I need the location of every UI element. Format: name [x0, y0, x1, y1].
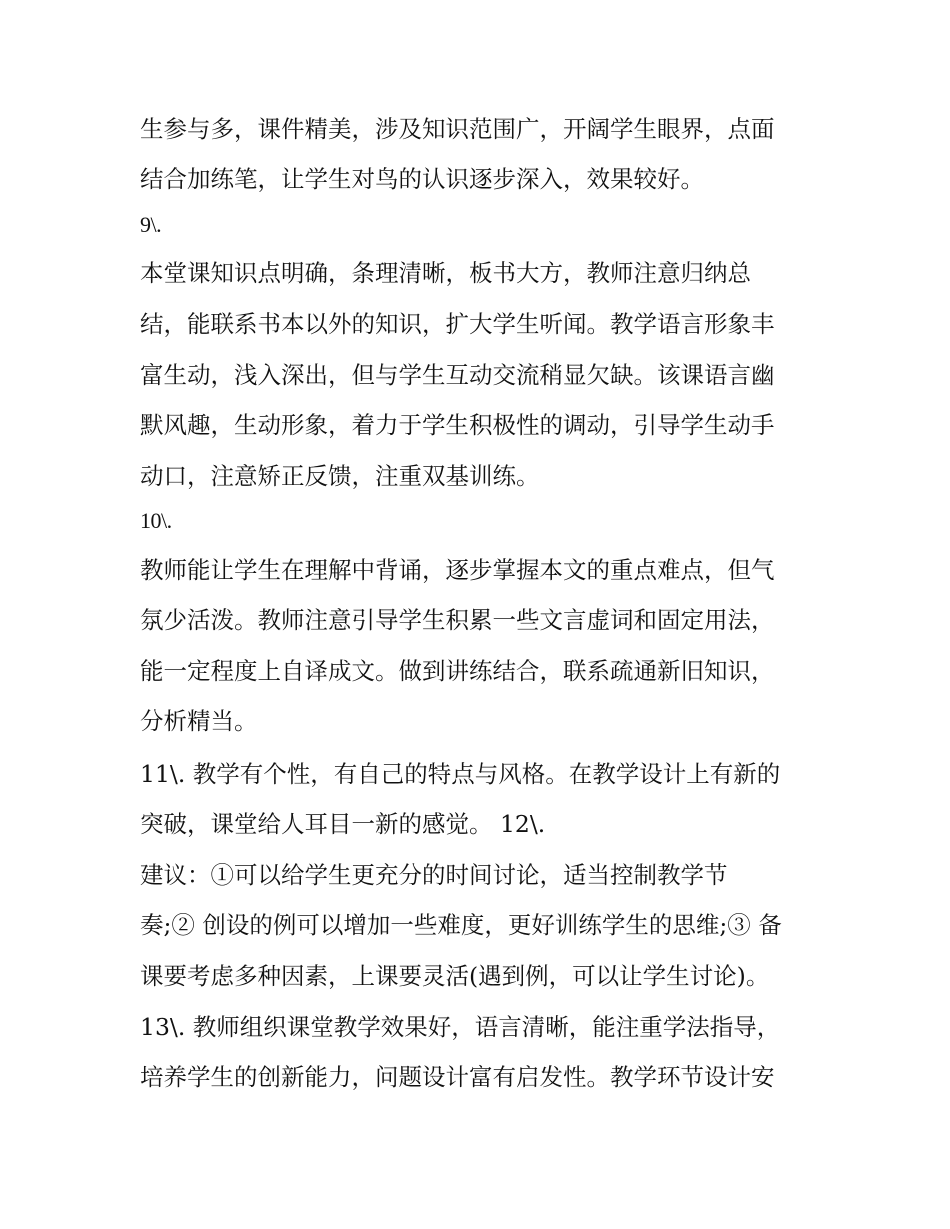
- text-line-8: 动口，注意矫正反馈，注重双基训练。: [140, 462, 540, 490]
- item-number-10: 10\.: [140, 508, 172, 533]
- text-line-17: 奏;② 创设的例可以增加一些难度，更好训练学生的思维;③ 备: [140, 911, 782, 939]
- text-line-20: 培养学生的创新能力，问题设计富有启发性。教学环节设计安: [140, 1063, 775, 1091]
- text-line-12: 能一定程度上自译成文。做到讲练结合，联系疏通新旧知识，: [140, 657, 775, 685]
- text-line-15: 突破，课堂给人耳目一新的感觉。 12\.: [140, 810, 546, 838]
- text-line-2: 结合加练笔，让学生对鸟的认识逐步深入，效果较好。: [140, 165, 704, 193]
- text-line-5: 结，能联系书本以外的知识，扩大学生听闻。教学语言形象丰: [140, 310, 775, 338]
- text-line-4: 本堂课知识点明确，条理清晰，板书大方，教师注意归纳总: [140, 259, 751, 287]
- text-line-10: 教师能让学生在理解中背诵，逐步掌握本文的重点难点，但气: [140, 556, 775, 584]
- text-line-16: 建议：①可以给学生更充分的时间讨论，适当控制教学节: [140, 861, 728, 889]
- text-line-7: 默风趣，生动形象，着力于学生积极性的调动，引导学生动手: [140, 411, 775, 439]
- text-line-18: 课要考虑多种因素，上课要灵活(遇到例，可以让学生讨论)。: [140, 962, 770, 990]
- text-line-1: 生参与多，课件精美，涉及知识范围广，开阔学生眼界，点面: [140, 115, 775, 143]
- text-line-6: 富生动，浅入深出，但与学生互动交流稍显欠缺。该课语言幽: [140, 361, 775, 389]
- text-line-11: 氛少活泼。教师注意引导学生积累一些文言虚词和固定用法，: [140, 606, 775, 634]
- text-line-19: 13\. 教师组织课堂教学效果好，语言清晰，能注重学法指导，: [140, 1013, 781, 1041]
- item-number-9: 9\.: [140, 212, 162, 237]
- text-line-14: 11\. 教学有个性，有自己的特点与风格。在教学设计上有新的: [140, 760, 781, 788]
- text-line-13: 分析精当。: [140, 707, 258, 735]
